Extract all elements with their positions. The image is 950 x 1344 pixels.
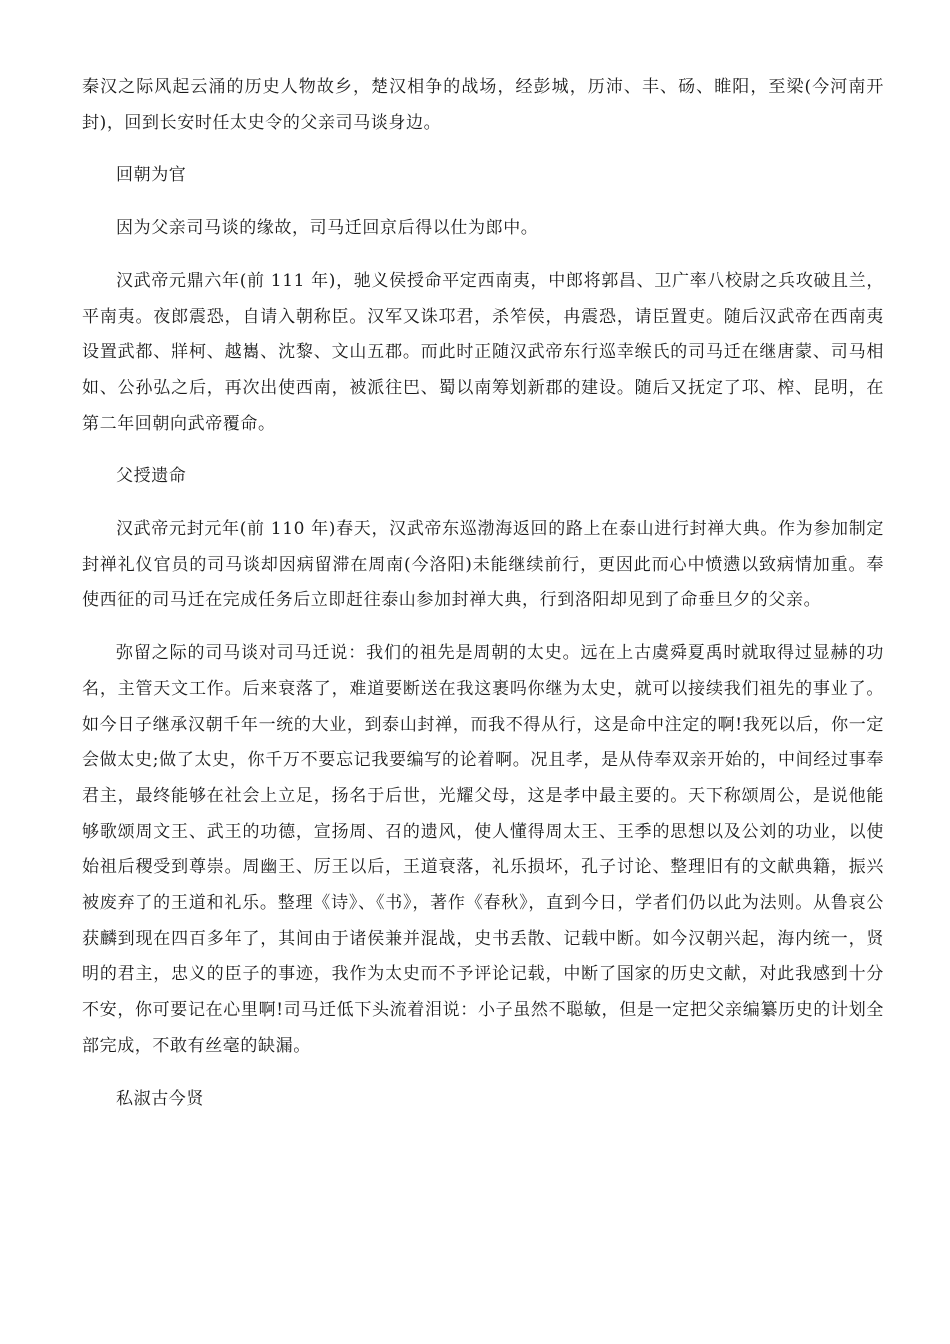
section-heading-father-last-wish: 父授遗命 (116, 466, 187, 487)
paragraph-continued: 秦汉之际风起云涌的历史人物故乡，楚汉相争的战场，经彭城，历沛、丰、砀、睢阳，至梁(今河南开封)，回到长安时任太史令的父亲司马谈身边。 (82, 77, 884, 133)
paragraph: 弥留之际的司马谈对司马迁说：我们的祖先是周朝的太史。远在上古虞舜夏禹时就取得过显赫的功名，主管天文工作。后来衰落了，难道要断送在我这裹吗你继为太史，就可以接续我们祖先的事业了。如今日子继承汉朝千年一统的大业，到泰山封禅，而我不得从行，这是命中注定的啊!我死以后，你一定会做太史;做了太史，你千万不要忘记我要编写的论着啊。况且孝，是从侍奉双亲开始的，中间经过事奉君主，最终能够在社会上立足，扬名于后世，光耀父母，这是孝中最主要的。天下称颂周公，是说他能够歌颂周文王、武王的功德，宣扬周、召的遗风，使人懂得周太王、王季的思想以及公刘的功业，以使始祖后稷受到尊崇。周幽王、厉王以后，王道衰落，礼乐损坏，孔子讨论、整理旧有的文献典籍，振兴被废弃了的王道和礼乐。整理《诗》、《书》，著作《春秋》，直到今日，学者们仍以此为法则。从鲁哀公获麟到现在四百多年了，其间由于诸侯兼并混战，史书丢散、记载中断。如今汉朝兴起，海内统一，贤明的君主，忠义的臣子的事迹，我作为太史而不予评论记载，中断了国家的历史文献，对此我感到十分不安，你可要记在心里啊!司马迁低下头流着泪说：小子虽然不聪敏，但是一定把父亲编纂历史的计划全部完成，不敢有丝毫的缺漏。 (82, 643, 884, 1056)
section-heading-private-disciple: 私淑古今贤 (116, 1088, 204, 1109)
paragraph: 汉武帝元鼎六年(前 111 年)，驰义侯授命平定西南夷，中郎将郭昌、卫广率八校尉之兵攻破且兰，平南夷。夜郎震恐，自请入朝称臣。汉军又诛邛君，杀笮侯，冉震恐，请臣置吏。随后汉武帝在西南夷设置武都、牂柯、越巂、沈黎、文山五郡。而此时正随汉武帝东行巡幸缑氏的司马迁在继唐蒙、司马相如、公孙弘之后，再次出使西南，被派往巴、蜀以南筹划新郡的建设。随后又抚定了邛、榨、昆明，在第二年回朝向武帝覆命。 (82, 270, 884, 434)
section-heading-return-to-court: 回朝为官 (116, 165, 187, 186)
paragraph: 汉武帝元封元年(前 110 年)春天，汉武帝东巡渤海返回的路上在泰山进行封禅大典。作为参加制定封禅礼仪官员的司马谈却因病留滞在周南(今洛阳)未能继续前行，更因此而心中愤懑以致病情加重。奉使西征的司马迁在完成任务后立即赶往泰山参加封禅大典，行到洛阳却见到了命垂旦夕的父亲。 (82, 519, 884, 611)
paragraph: 因为父亲司马谈的缘故，司马迁回京后得以仕为郎中。 (116, 218, 539, 239)
